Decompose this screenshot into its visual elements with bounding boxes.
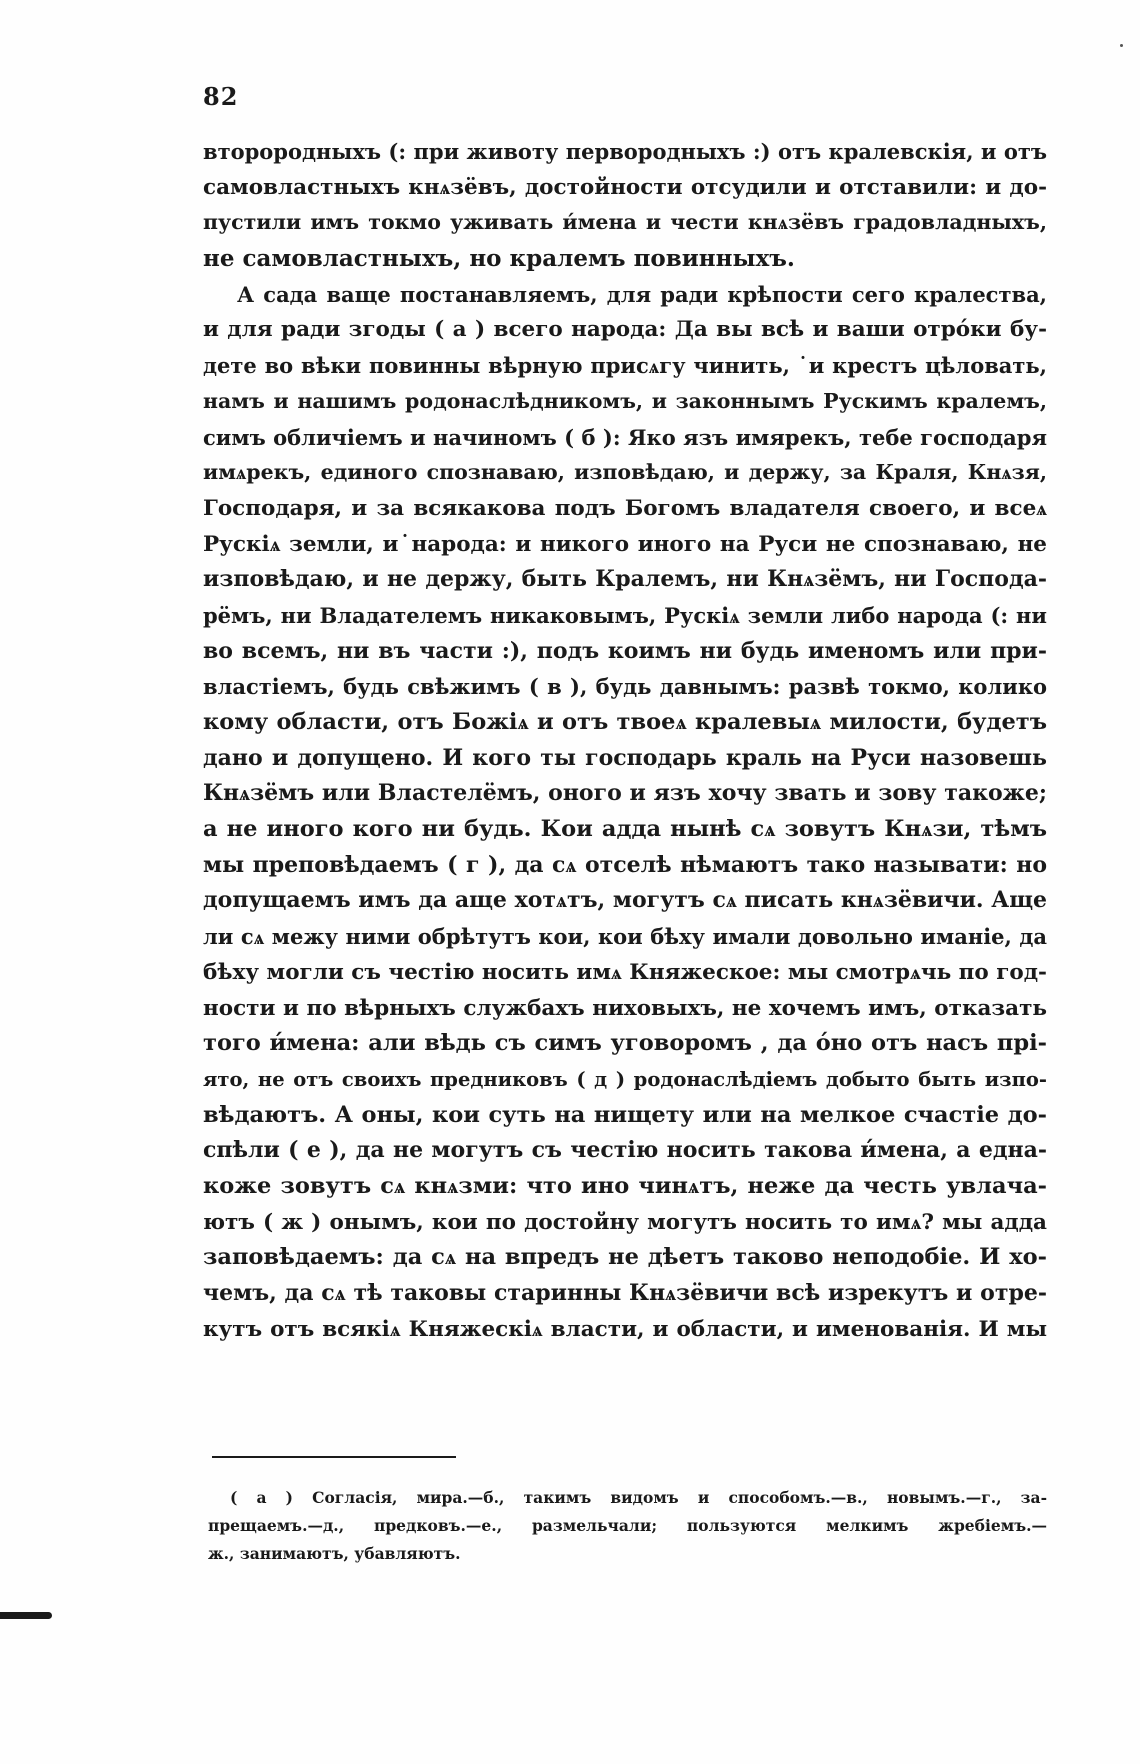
text-line: чемъ, да сѧ тѣ таковы старинны Кнѧзёвичи всѣ изрекутъ и отре-	[203, 1280, 1047, 1306]
text-line: Господаря, и за всякакова подъ Богомъ владателя своего, и всеѧ	[203, 495, 1047, 521]
text-line: Кнѧзёмъ или Властелёмъ, оного и язъ хочу звать и зову такоже;	[203, 780, 1047, 807]
footnote-line: ( а ) Согласія, мира.—б., такимъ видомъ и способомъ.—в., новымъ.—г., за-	[230, 1488, 1047, 1507]
text-line: симъ обличіемъ и начиномъ ( б ): Яко язъ имярекъ, тебе господаря	[203, 424, 1047, 450]
footnote-separator	[212, 1456, 456, 1458]
body-text	[203, 134, 1047, 1347]
text-line: вѣдаютъ. А оны, кои суть на нищету или на мелкое счастіе до-	[203, 1101, 1047, 1128]
text-line: рёмъ, ни Владателемъ никаковымъ, Рускіѧ земли либо народа (: ни	[203, 602, 1047, 628]
text-line: ютъ ( ж ) онымъ, кои по достойну могутъ носить то имѧ? мы адда	[203, 1209, 1047, 1235]
text-line: второродныхъ (: при животу первородныхъ :) отъ кралевскія, и отъ	[203, 139, 1047, 164]
text-line: кому области, отъ Божіѧ и отъ твоеѧ кралевыѧ милости, будетъ	[203, 709, 1047, 735]
text-line: того и́мена: али вѣдь съ симъ уговоромъ , да о́но отъ насъ прі-	[203, 1030, 1047, 1057]
speck-mark	[1120, 44, 1123, 47]
footnote-line: ж., занимаютъ, убавляютъ.	[208, 1544, 461, 1563]
page-number: 82	[203, 82, 239, 111]
text-line: ности и по вѣрныхъ службахъ ниховыхъ, не хочемъ имъ, отказать	[203, 995, 1047, 1021]
text-line: спѣли ( е ), да не могутъ съ честію носить такова и́мена, а една-	[203, 1137, 1047, 1164]
text-line: пустили имъ токмо уживать и́мена и чести кнѧзёвъ градовладныхъ,	[203, 210, 1047, 235]
text-line: ли сѧ межу ними обрѣтутъ кои, кои бѣху имали довольно иманіе, да	[203, 924, 1047, 950]
text-line: дете во вѣки повинны вѣрную присѧгу чинить, ˙и крестъ цѣловать,	[203, 353, 1047, 379]
text-line: не самовластныхъ, но кралемъ повинныхъ.	[203, 245, 795, 273]
text-line: бѣху могли съ честію носить имѧ Княжеское: мы смотрѧчь по год-	[203, 959, 1047, 985]
text-line: мы преповѣдаемъ ( г ), да сѧ отселѣ нѣмаютъ тако называти: но	[203, 851, 1047, 878]
text-line: допущаемъ имъ да аще хотѧтъ, могутъ сѧ писать кнѧзёвичи. Аще	[203, 887, 1047, 914]
text-line: Рускіѧ земли, и˙народа: и никого иного на Руси не спознаваю, не	[203, 531, 1047, 557]
text-line: заповѣдаемъ: да сѧ на впредъ не дѣетъ таково неподобіе. И хо-	[203, 1244, 1047, 1271]
text-line: самовластныхъ кнѧзёвъ, достойности отсудили и отставили: и до-	[203, 174, 1047, 200]
text-line: и для ради згоды ( а ) всего народа: Да вы всѣ и ваши отро́ки бу-	[203, 317, 1047, 343]
footnotes	[208, 1484, 1047, 1568]
text-line: дано и допущено. И кого ты господарь краль на Руси назовешь	[203, 744, 1047, 771]
text-line: ято, не отъ своихъ предниковъ ( д ) родонаслѣдіемъ добыто быть изпо-	[203, 1067, 1047, 1091]
text-line: во всемъ, ни въ части :), подъ коимъ ни будь именомъ или при-	[203, 637, 1047, 664]
paragraph-start-line: А сада ваще постанавляемъ, для ради крѣпости сего кралества,	[237, 281, 1047, 307]
text-line: властіемъ, будь свѣжимъ ( в ), будь давнымъ: развѣ токмо, колико	[203, 674, 1047, 700]
text-line: а не иного кого ни будь. Кои адда нынѣ сѧ зовутъ Кнѧзи, тѣмъ	[203, 816, 1047, 843]
text-line: имѧрекъ, единого спознаваю, изповѣдаю, и держу, за Краля, Кнѧзя,	[203, 460, 1047, 485]
scan-edge-mark	[0, 1612, 52, 1619]
footnote-line: прещаемъ.—д., предковъ.—е., размельчали; пользуются мелкимъ жребіемъ.—	[208, 1516, 1047, 1535]
text-line: изповѣдаю, и не держу, быть Кралемъ, ни Кнѧзёмъ, ни Господа-	[203, 566, 1047, 593]
text-line: кутъ отъ всякіѧ Княжескіѧ власти, и области, и именованія. И мы	[203, 1316, 1047, 1342]
text-line: намъ и нашимъ родонаслѣдникомъ, и законнымъ Рускимъ кралемъ,	[203, 388, 1047, 413]
text-line: коже зовутъ сѧ кнѧзми: что ино чинѧтъ, неже да честь увлача-	[203, 1172, 1047, 1199]
